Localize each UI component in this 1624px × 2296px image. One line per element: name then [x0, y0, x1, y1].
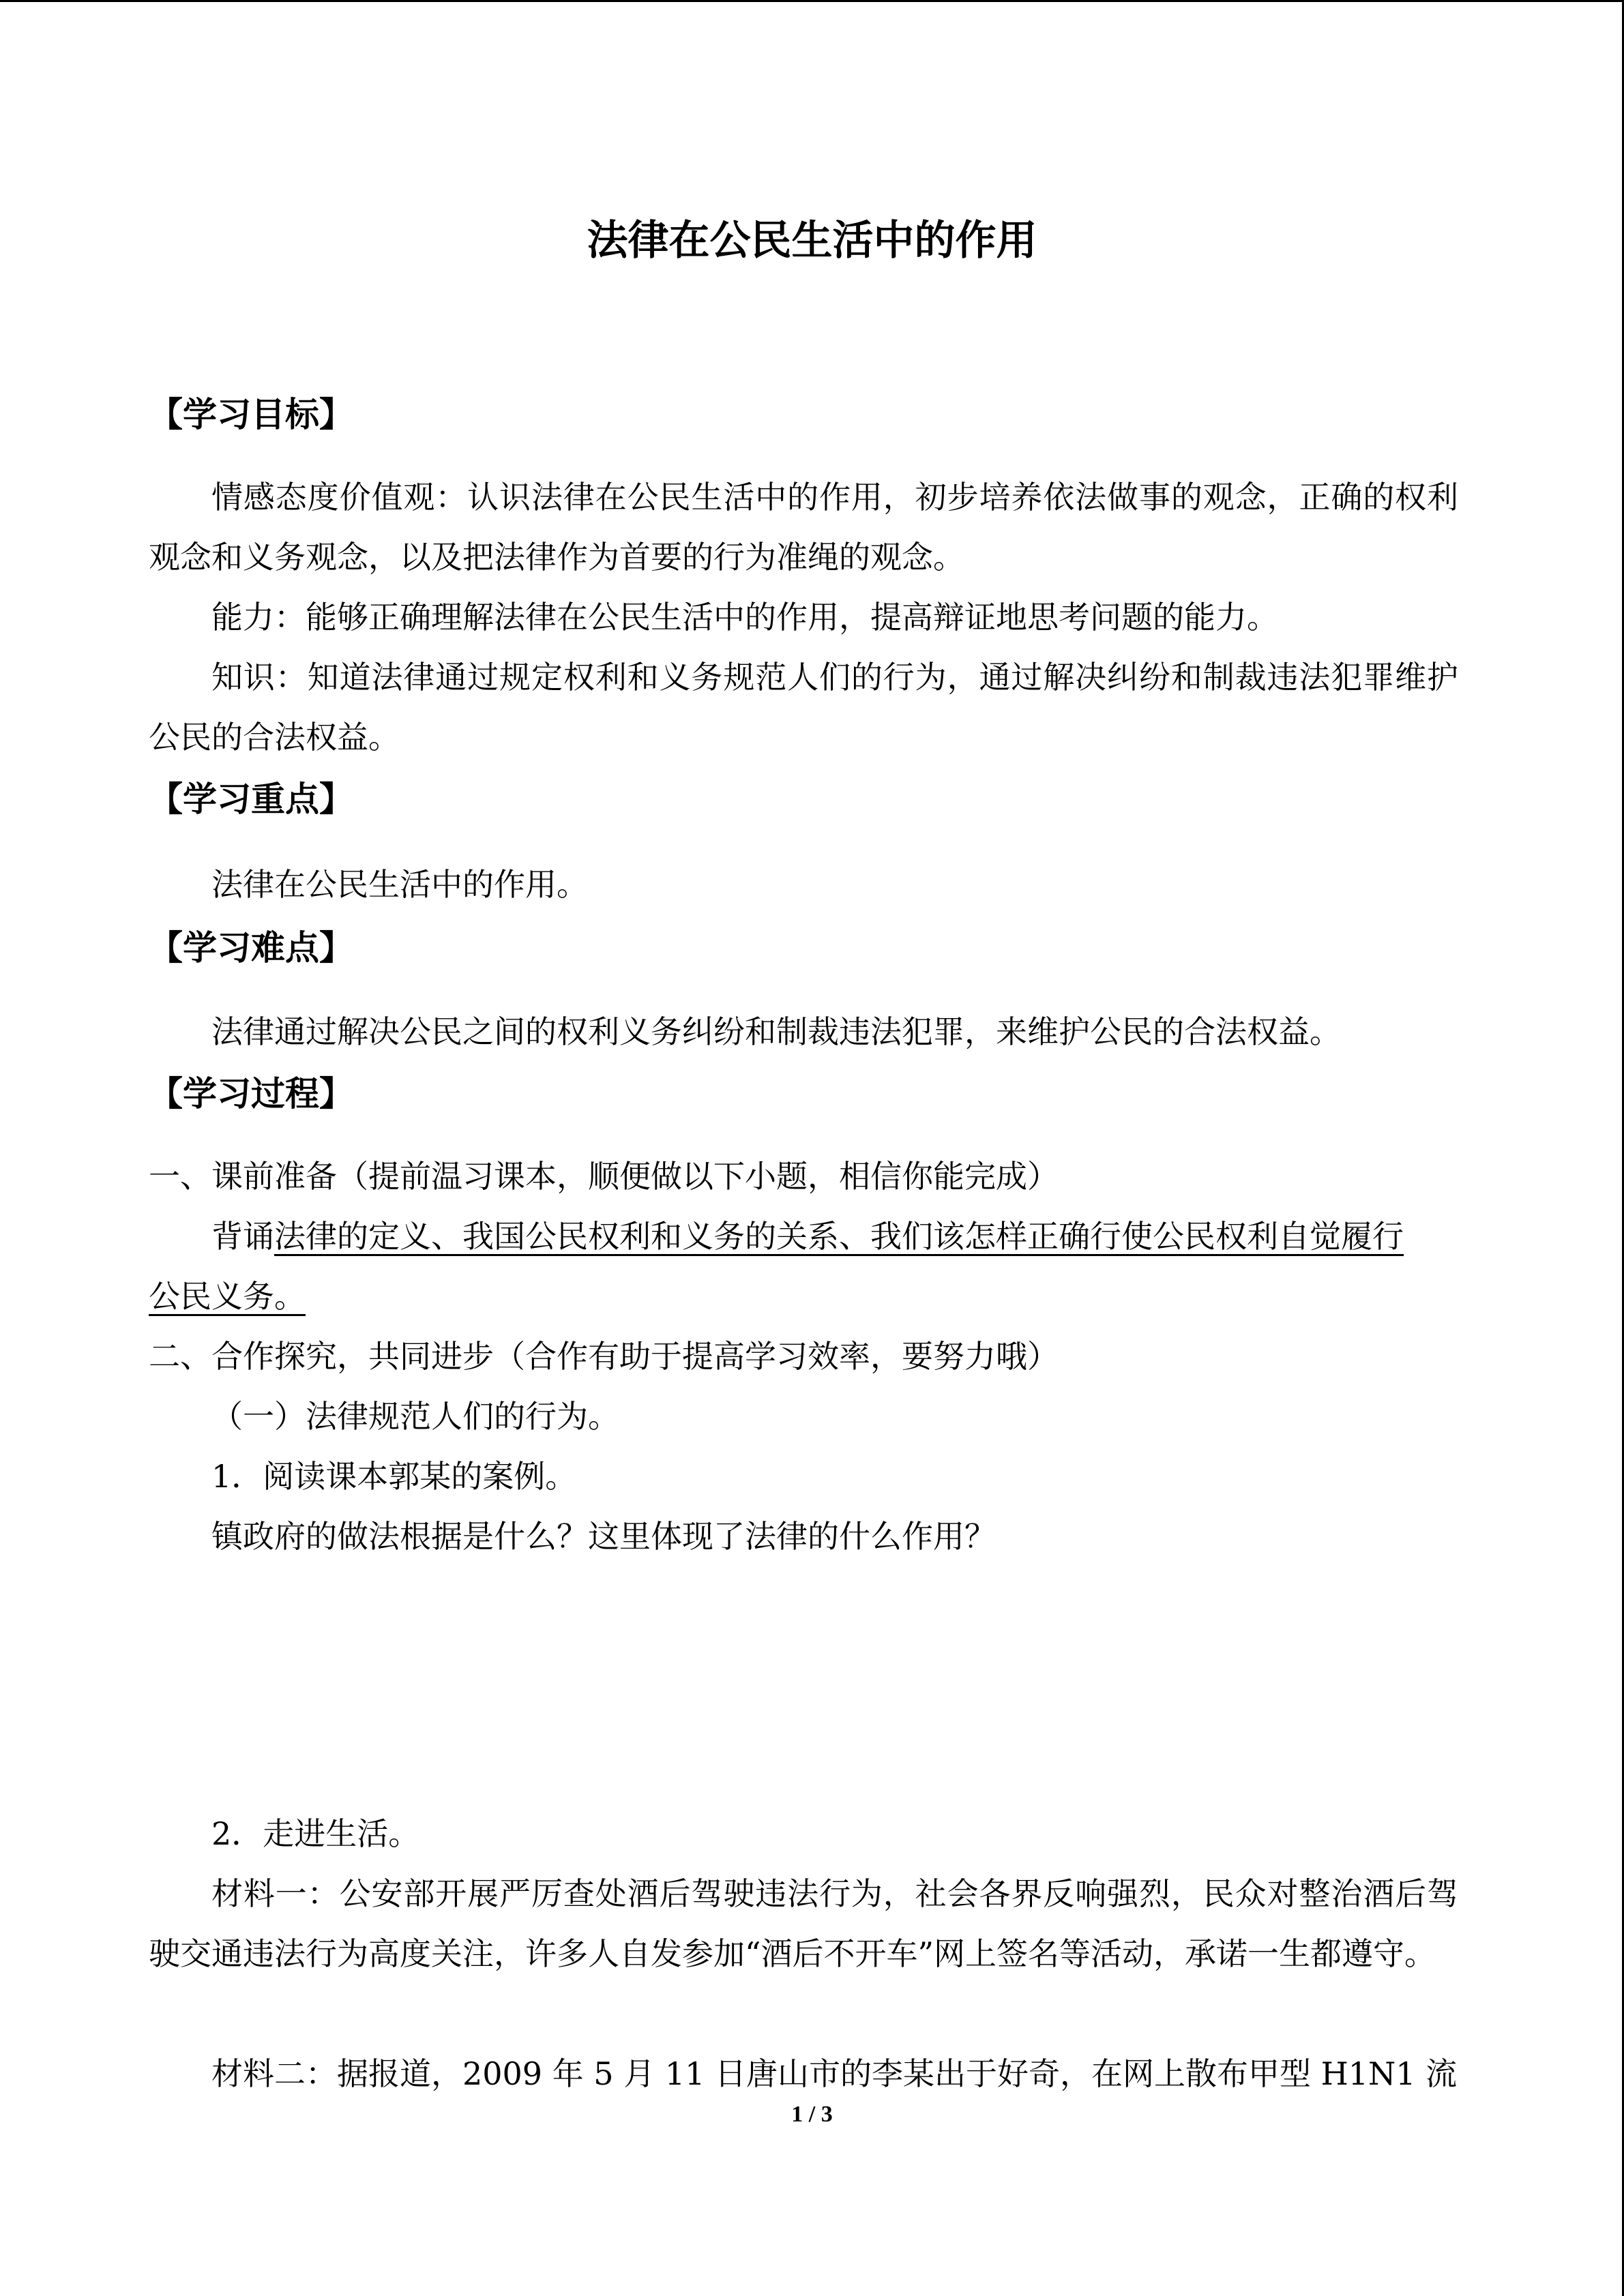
difficulties-paragraph: 法律通过解决公民之间的权利义务纠纷和制裁违法犯罪，来维护公民的合法权益。 [211, 1013, 1341, 1050]
recite-underlined-2: 公民义务。 [149, 1278, 306, 1315]
question-1: 镇政府的做法根据是什么？这里体现了法律的什么作用？ [211, 1518, 996, 1555]
heading-process: 【学习过程】 [149, 1074, 353, 1114]
objectives-paragraph-1: 情感态度价值观：认识法律在公民生活中的作用，初步培养依法做事的观念，正确的权利观念和义务观念，以及把法律作为首要的行为准绳的观念。 [149, 479, 1458, 576]
recite-prefix: 背诵 [211, 1218, 274, 1255]
item-1: 1．阅读课本郭某的案例。 [211, 1458, 577, 1495]
subsection-1: （一）法律规范人们的行为。 [211, 1398, 619, 1435]
page-title: 法律在公民生活中的作用 [587, 217, 1037, 265]
item-2: 2．走进生活。 [211, 1815, 420, 1852]
material-1: 材料一：公安部开展严厉查处酒后驾驶违法行为，社会各界反响强烈，民众对整治酒后驾驶交通违法行为高度关注，许多人自发参加“酒后不开车”网上签名等活动，承诺一生都遵守。 [149, 1875, 1458, 1972]
coop-line: 二、合作探究，共同进步（合作有助于提高学习效率，要努力哦） [149, 1338, 1059, 1375]
objectives-paragraph-2: 能力：能够正确理解法律在公民生活中的作用，提高辩证地思考问题的能力。 [211, 599, 1278, 636]
material-2: 材料二：据报道，2009 年 5 月 11 日唐山市的李某出于好奇，在网上散布甲型 H1N1 流 [211, 2055, 1458, 2092]
keypoints-paragraph: 法律在公民生活中的作用。 [211, 866, 588, 903]
heading-keypoints: 【学习重点】 [149, 779, 353, 819]
heading-difficulties: 【学习难点】 [149, 928, 353, 968]
prep-line: 一、课前准备（提前温习课本，顺便做以下小题，相信你能完成） [149, 1158, 1059, 1195]
page-number: 1 / 3 [791, 2102, 833, 2127]
objectives-paragraph-3: 知识：知道法律通过规定权利和义务规范人们的行为，通过解决纠纷和制裁违法犯罪维护公民的合法权益。 [149, 659, 1458, 756]
recite-line-1 [211, 1206, 1404, 1266]
heading-objectives: 【学习目标】 [149, 395, 353, 434]
recite-line-2 [149, 1266, 306, 1326]
recite-underlined-1: 法律的定义、我国公民权利和义务的关系、我们该怎样正确行使公民权利自觉履行 [274, 1218, 1404, 1255]
